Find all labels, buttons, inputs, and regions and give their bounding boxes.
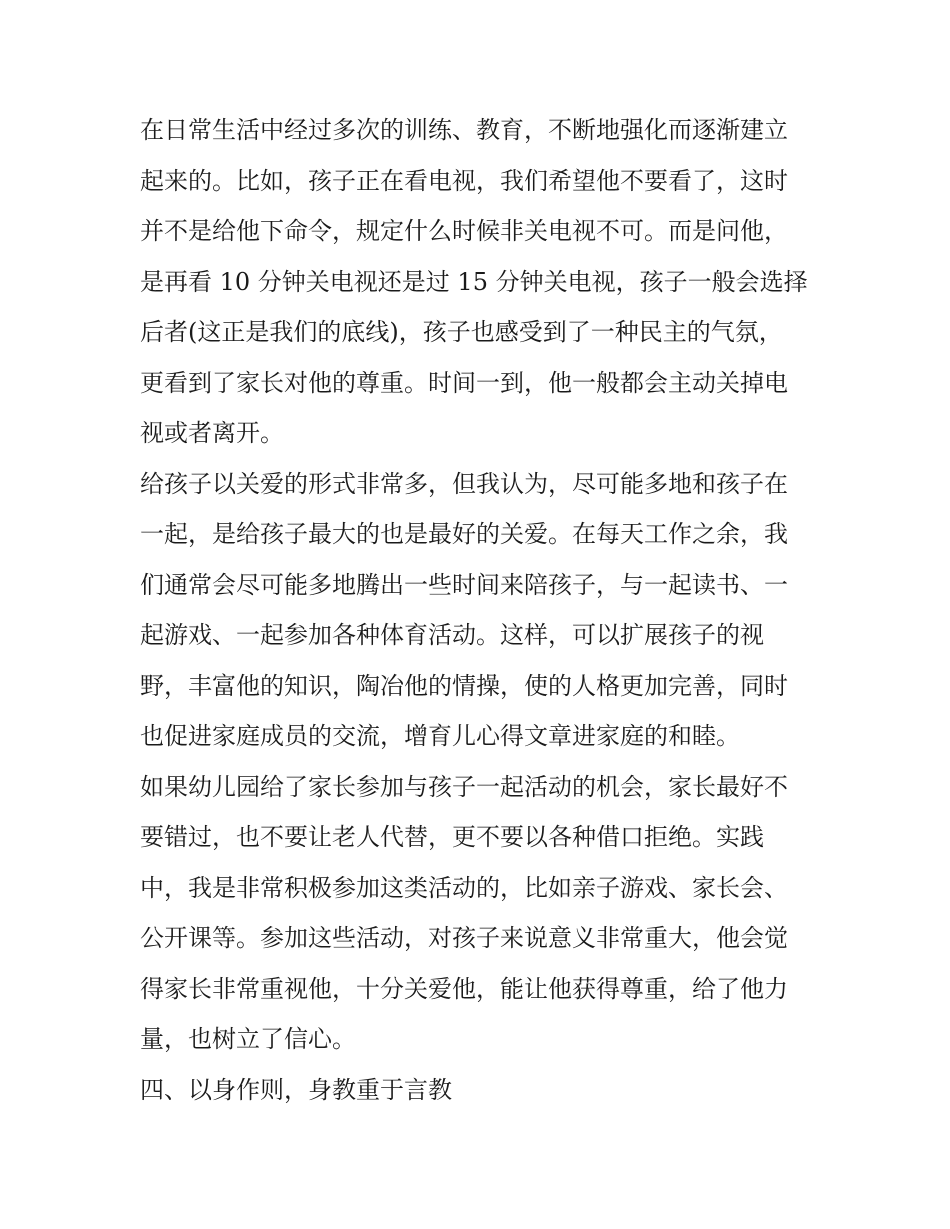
text-line: 中，我是非常积极参加这类活动的，比如亲子游戏、家长会、 [140, 873, 788, 902]
text-line: 并不是给他下命令，规定什么时候非关电视不可。而是问他， [140, 217, 788, 245]
text-line: 起游戏、一起参加各种体育活动。这样，可以扩展孩子的视 [140, 621, 764, 649]
text-line: 们通常会尽可能多地腾出一些时间来陪孩子，与一起读书、一 [140, 570, 788, 599]
text-line: 也促进家庭成员的交流，增育儿心得文章进家庭的和睦。 [140, 722, 740, 750]
text-line: 得家长非常重视他，十分关爱他，能让他获得尊重，给了他力 [140, 974, 788, 1003]
document-body [140, 105, 820, 1115]
text-line: 一起，是给孩子最大的也是最好的关爱。在每天工作之余，我 [140, 520, 788, 548]
text-line: 给孩子以关爱的形式非常多，但我认为，尽可能多地和孩子在 [140, 469, 788, 498]
text-line: 如果幼儿园给了家长参加与孩子一起活动的机会，家长最好不 [140, 772, 788, 801]
text-line: 量，也树立了信心。 [140, 1025, 356, 1053]
text-line: 在日常生活中经过多次的训练、教育，不断地强化而逐渐建立 [140, 116, 788, 144]
text-line: 视或者离开。 [140, 419, 284, 447]
text-line: 公开课等。参加这些活动，对孩子来说意义非常重大，他会觉 [140, 924, 788, 952]
text-line: 野，丰富他的知识，陶冶他的情操，使的人格更加完善，同时 [140, 671, 788, 700]
text-line: 要错过，也不要让老人代替，更不要以各种借口拒绝。实践 [140, 823, 764, 851]
text-line: 更看到了家长对他的尊重。时间一到，他一般都会主动关掉电 [140, 368, 788, 397]
text-line: 是再看 10 分钟关电视还是过 15 分钟关电视，孩子一般会选择 [140, 267, 808, 296]
text-line: 起来的。比如，孩子正在看电视，我们希望他不要看了，这时 [140, 166, 788, 195]
section-heading: 四、以身作则，身教重于言教 [140, 1075, 452, 1104]
text-line: 后者(这正是我们的底线)，孩子也感受到了一种民主的气氛， [140, 318, 783, 346]
